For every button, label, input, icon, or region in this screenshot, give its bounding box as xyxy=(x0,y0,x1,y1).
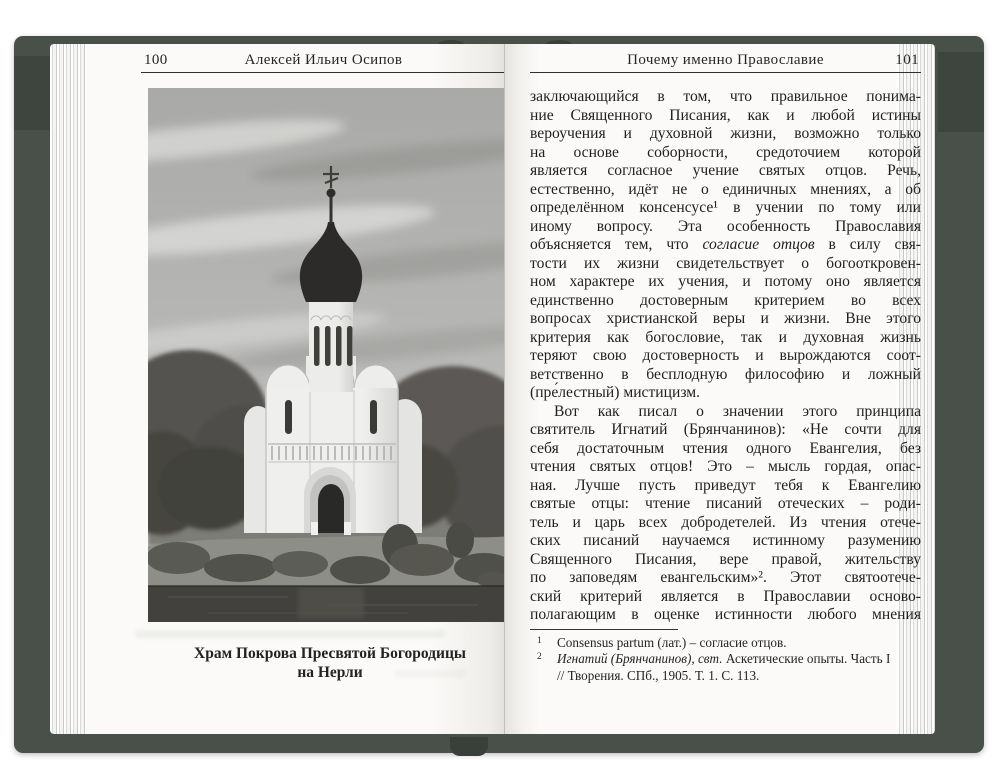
body-text-line: ских писаний научаемся истинному разумению xyxy=(530,532,921,549)
footnote-separator xyxy=(530,629,678,630)
body-text-line: святитель Игнатий (Брянчанинов): «Не сочти для xyxy=(530,421,921,438)
show-through-line xyxy=(135,630,445,638)
body-text-line: (пре́лестный) мистицизм. xyxy=(530,384,701,401)
left-running-title: Алексей Ильич Осипов xyxy=(244,52,403,68)
body-text-line: единственно достоверным критерием во всех xyxy=(530,291,921,309)
body-text-line: ский критерий является в Православии осново- xyxy=(530,587,921,605)
body-text-line: Священного Писания, вере правой, жительству xyxy=(530,550,921,568)
body-text-line: ная. Лучше пусть приведут тебя к Евангелию xyxy=(530,476,921,494)
left-page xyxy=(86,44,505,734)
spine-tab-bottom xyxy=(450,737,488,756)
body-text-line: иному вопросу. Эта особенность Православия xyxy=(530,217,921,235)
body-text xyxy=(530,88,921,625)
body-text-line: Вот как писал о значении этого принципа xyxy=(554,402,921,420)
body-text-line: является согласное учение святых отцов. Речь, xyxy=(530,162,921,179)
body-text-line: чтения святых отцов! Это – мысль гордая, опас- xyxy=(530,458,921,475)
body-text-line: заключающийся в том, что правильное понима- xyxy=(530,88,921,105)
footnote-marker: 2 xyxy=(537,652,542,663)
footnote-line: 2 Игнатий (Брянчанинов), свт. Аскетические опыты. Часть I xyxy=(537,651,891,667)
left-head-rule xyxy=(141,72,507,73)
footnote-line: 1 Consensus partum (лат.) – согласие отцов. xyxy=(537,635,787,650)
body-text-line: по заповедям евангельским»². Этот святоотече- xyxy=(530,569,921,586)
body-text-line: ном характере их учения, и потому оно является xyxy=(530,273,921,290)
church-photo xyxy=(148,88,512,622)
body-text-line: объясняется тем, что согласие отцов в силу свя- xyxy=(530,236,921,253)
body-text-line: на основе соборности, средоточием которой xyxy=(530,143,921,161)
body-text-line: вопросах христианской веры и жизни. Вне этого xyxy=(530,310,921,327)
body-text-line: ветственно в бесплодную философию и ложный xyxy=(530,365,921,383)
body-text-line: себя достаточным чтения одного Евангелия, без xyxy=(530,439,921,457)
body-text-line: ние Священного Писания, как и любой истины xyxy=(530,106,921,124)
photo-water xyxy=(148,586,512,622)
photo-caption-line2: на Нерли xyxy=(297,663,363,681)
spine-gutter-line xyxy=(504,44,505,734)
body-text-line: критерия как богословие, так и духовная жизнь xyxy=(530,328,921,346)
photo-caption xyxy=(148,645,512,682)
left-page-number: 100 xyxy=(144,52,168,68)
body-text-line: святые отцы: чтение писаний отеческих – роди- xyxy=(530,495,921,512)
cover-texture-left xyxy=(14,56,52,130)
body-text-line: тости их жизни свидетельствует о богооткровен- xyxy=(530,254,921,272)
right-page-number: 101 xyxy=(895,52,919,68)
body-text-line: естественно, идёт не о единичных мнениях, а об xyxy=(530,180,921,198)
body-text-line: вероучения и духовной жизни, возможно только xyxy=(530,125,921,142)
page-edges-left xyxy=(50,44,88,734)
body-text-line: полагающим в оценке истинности любого мнения xyxy=(530,606,921,623)
footnote-marker: 1 xyxy=(537,636,542,646)
right-page xyxy=(505,44,921,734)
footnote-line: // Творения. СПб., 1905. Т. 1. С. 113. xyxy=(557,667,760,683)
body-text-line: определённом консенсусе¹ в учении по тому или xyxy=(530,199,921,216)
body-text-line: теряют свою достоверность и вырождаются соот- xyxy=(530,347,921,364)
footnotes xyxy=(530,635,921,684)
body-text-line: тель и царь всех добродетелей. Из чтения отече- xyxy=(530,513,921,531)
photo-caption-line1: Храм Покрова Пресвятой Богородицы xyxy=(194,645,466,662)
right-head-rule xyxy=(530,72,921,73)
cover-texture-right xyxy=(938,52,984,132)
right-running-title: Почему именно Православие xyxy=(627,52,824,68)
